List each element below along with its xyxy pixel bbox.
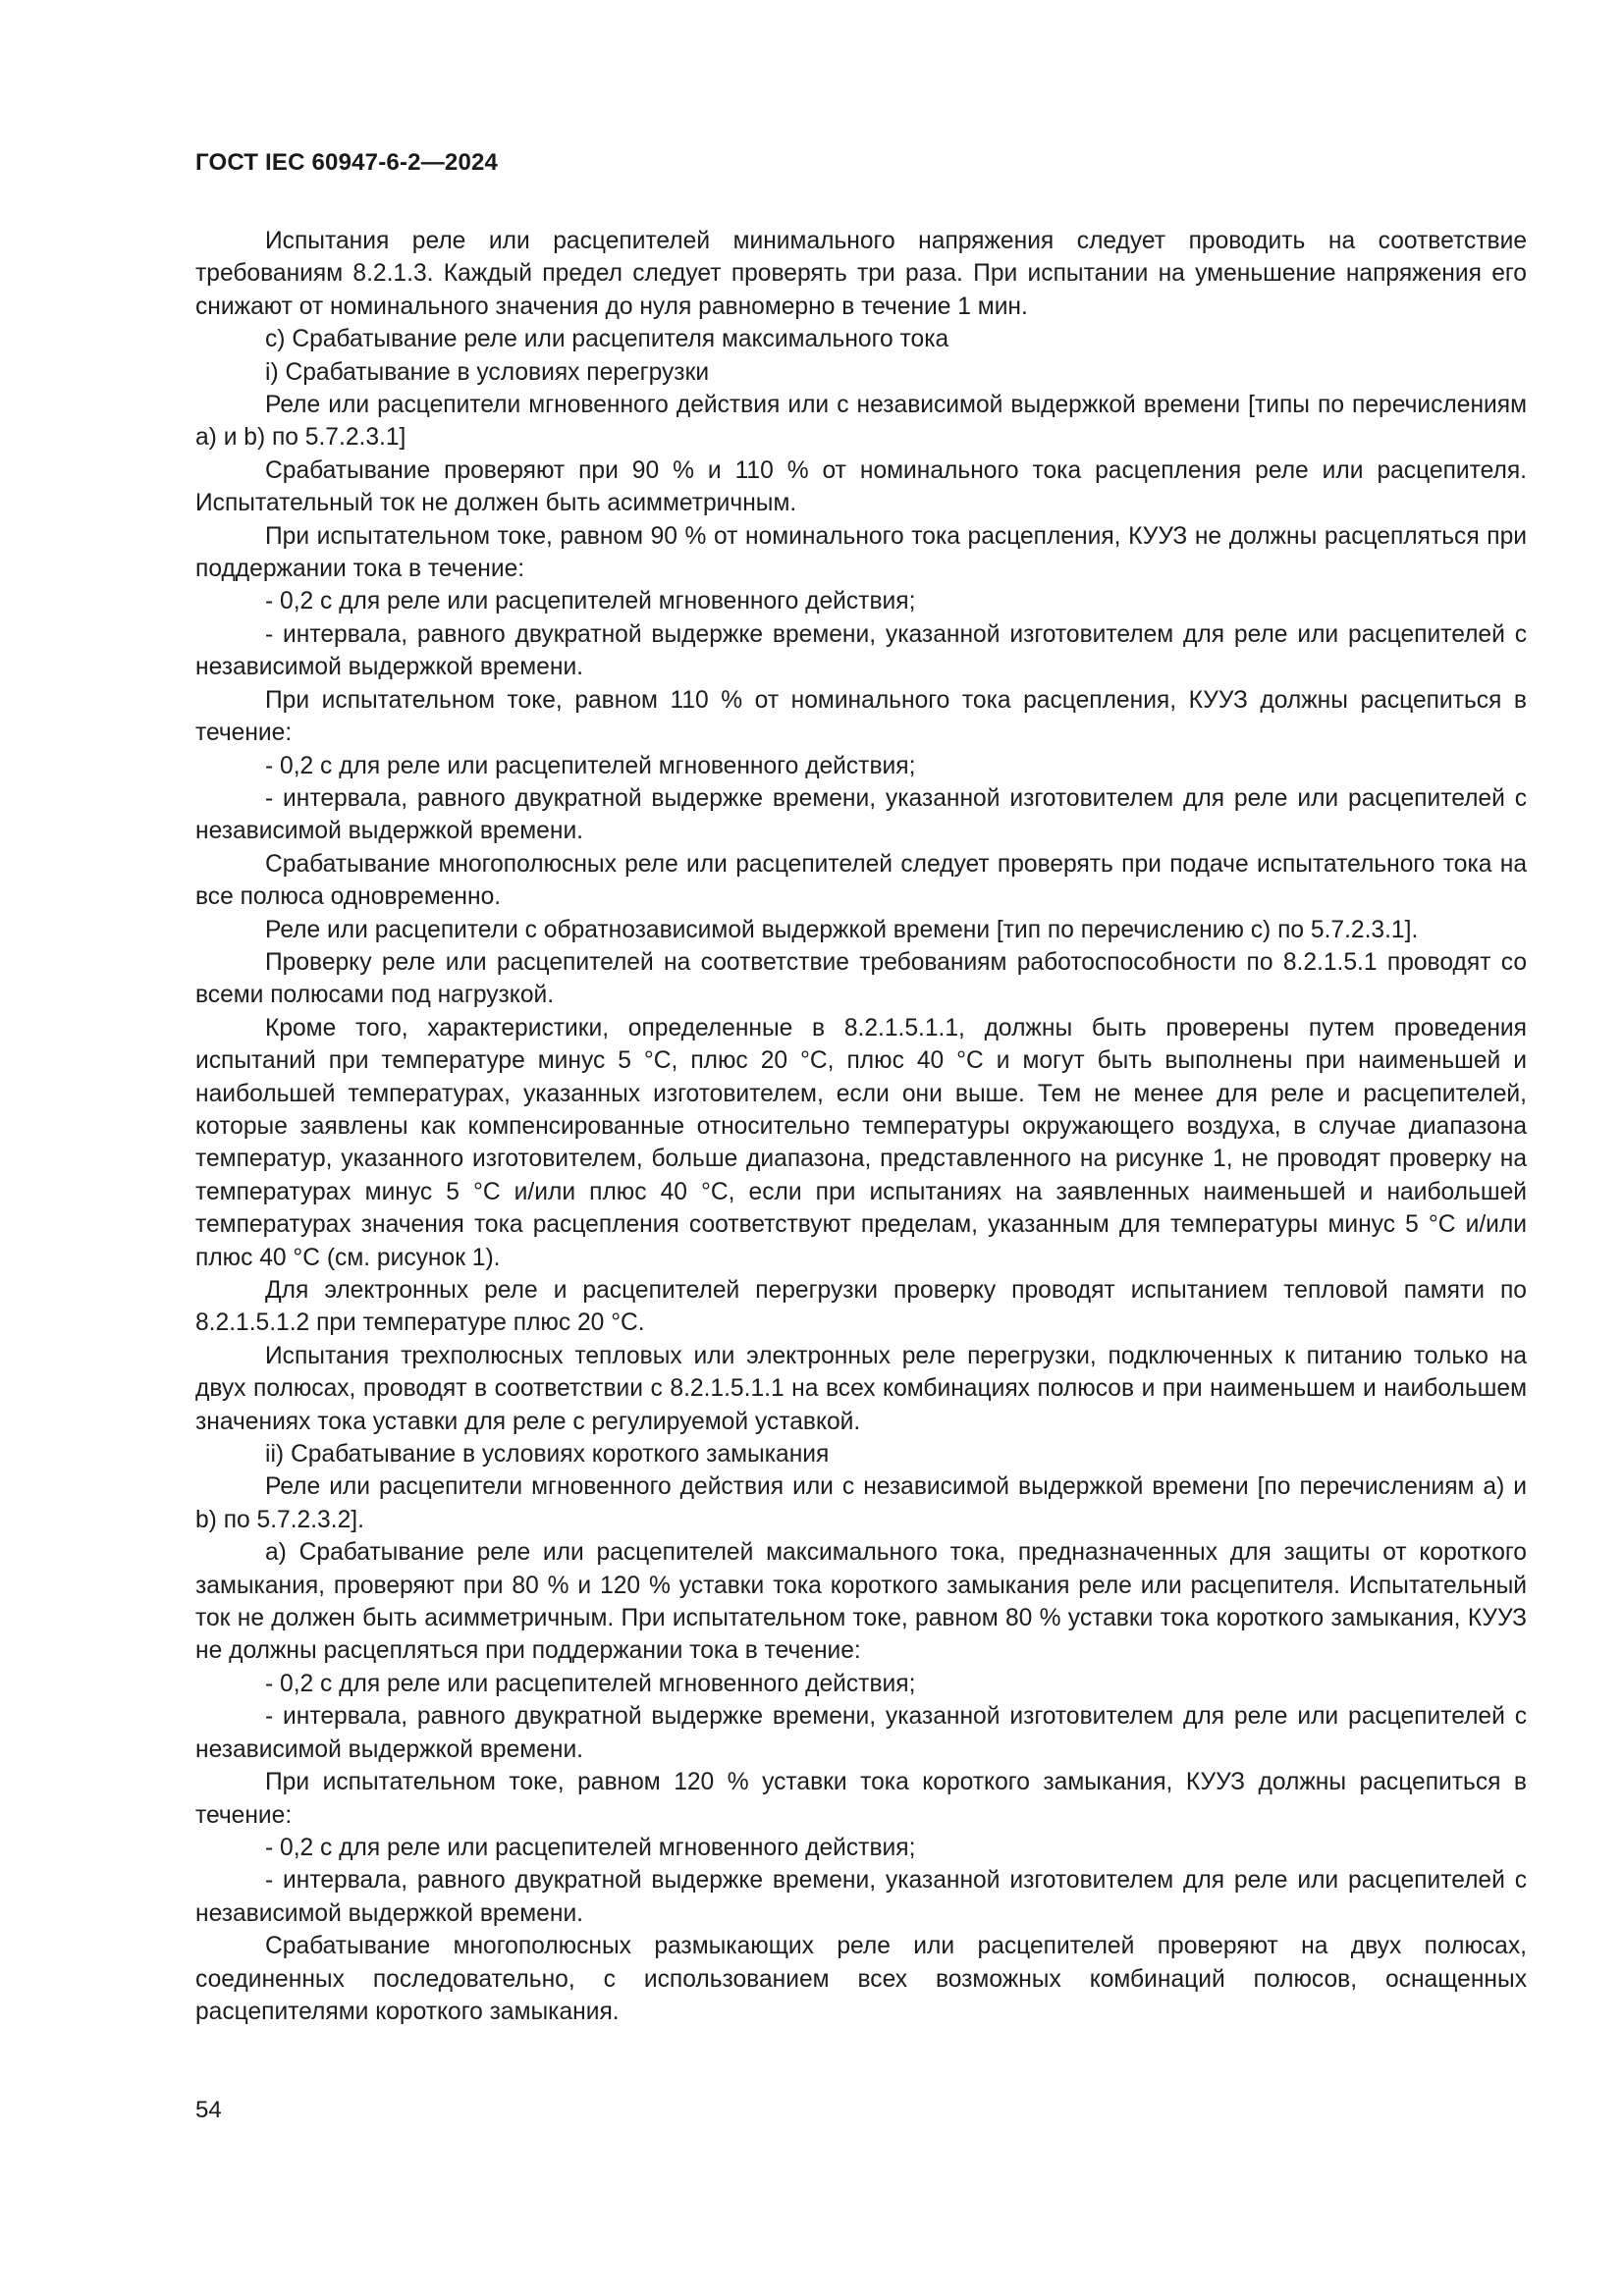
list-item: - 0,2 с для реле или расцепителей мгновенного действия; [265, 1834, 916, 1861]
body-text [195, 225, 1527, 2028]
list-item: - интервала, равного двукратной выдержке времени, указанной изготовителем для реле или расцепителей с независимой выдержкой времени. [195, 784, 1527, 845]
paragraph: i) Срабатывание в условиях перегрузки [265, 358, 710, 386]
list-item: - интервала, равного двукратной выдержке времени, указанной изготовителем для реле или расцепителей с независимой выдержкой времени. [195, 1703, 1527, 1763]
paragraph: Срабатывание многополюсных размыкающих реле или расцепителей проверяют на двух полюсах, соединенных последовательно, с использованием всех возможных комбинаций полюсов, оснащенных расцепителями короткого замыкания. [195, 1933, 1527, 2025]
paragraph: Реле или расцепители мгновенного действия или с независимой выдержкой времени [по перечислениям а) и b) по 5.7.2.3.2]. [195, 1473, 1527, 1533]
list-item: - 0,2 с для реле или расцепителей мгновенного действия; [265, 752, 916, 779]
list-item: - 0,2 с для реле или расцепителей мгновенного действия; [265, 588, 916, 615]
paragraph: ii) Срабатывание в условиях короткого замыкания [265, 1441, 830, 1468]
paragraph: Испытания реле или расцепителей минимального напряжения следует проводить на соответствие требованиям 8.2.1.3. Каждый предел следует проверять три раза. При испытании на уменьшение напряжения его снижают от номинального значения до нуля равномерно в течение 1 мин. [195, 228, 1527, 320]
paragraph: а) Срабатывание реле или расцепителей максимального тока, предназначенных для защиты от короткого замыкания, проверяют при 80 % и 120 % уставки тока короткого замыкания реле или расцепителя. Испытательный ток не должен быть асимметричным. При испытательном токе, равном 80 % уставки тока короткого замыкания, КУУЗ не должны расцепляться при поддержании тока в течение: [195, 1539, 1527, 1665]
paragraph: Реле или расцепители мгновенного действия или с независимой выдержкой времени [типы по перечислениям а) и b) по 5.7.2.3.1] [195, 392, 1527, 452]
list-item: - интервала, равного двукратной выдержке времени, указанной изготовителем для реле или расцепителей с независимой выдержкой времени. [195, 620, 1527, 681]
paragraph: Для электронных реле и расцепителей перегрузки проверку проводят испытанием тепловой памяти по 8.2.1.5.1.2 при температуре плюс 20 °С. [195, 1277, 1527, 1337]
list-item: - интервала, равного двукратной выдержке времени, указанной изготовителем для реле или расцепителей с независимой выдержкой времени. [195, 1867, 1527, 1927]
paragraph: Срабатывание многополюсных реле или расцепителей следует проверять при подаче испытательного тока на все полюса одновременно. [195, 850, 1527, 911]
paragraph: Проверку реле или расцепителей на соответствие требованиям работоспособности по 8.2.1.5.1 проводят со всеми полюсами под нагрузкой. [195, 948, 1527, 1009]
paragraph: с) Срабатывание реле или расцепителя максимального тока [265, 326, 949, 353]
paragraph: Испытания трехполюсных тепловых или электронных реле перегрузки, подключенных к питанию только на двух полюсах, проводят в соответствии с 8.2.1.5.1.1 на всех комбинациях полюсов и при наименьшем и наибольшем значениях тока уставки для реле с регулируемой уставкой. [195, 1342, 1527, 1435]
paragraph: При испытательном токе, равном 90 % от номинального тока расцепления, КУУЗ не должны расцепляться при поддержании тока в течение: [195, 522, 1527, 583]
paragraph: При испытательном токе, равном 120 % уставки тока короткого замыкания, КУУЗ должны расцепиться в течение: [195, 1769, 1527, 1829]
page-number: 54 [195, 2097, 222, 2123]
list-item: - 0,2 с для реле или расцепителей мгновенного действия; [265, 1670, 916, 1697]
paragraph: Реле или расцепители с обратнозависимой выдержкой времени [тип по перечислению с) по 5.7.2.3.1]. [265, 916, 1419, 943]
paragraph: Кроме того, характеристики, определенные в 8.2.1.5.1.1, должны быть проверены путем проведения испытаний при температуре минус 5 °С, плюс 20 °С, плюс 40 °С и могут быть выполнены при наименьшей и наибольшей температурах, указанных изготовителем, если они выше. Тем не менее для реле и расцепителей, которые заявлены как компенсированные относительно температуры окружающего воздуха, в случае диапазона температур, указанного изготовителем, больше диапазона, представленного на рисунке 1, не проводят проверку на температурах минус 5 °С и/или плюс 40 °С, если при испытаниях на заявленных наименьшей и наибольшей температурах значения тока расцепления соответствуют пределам, указанным для температуры минус 5 °С и/или плюс 40 °С (см. рисунок 1). [195, 1014, 1527, 1271]
standard-header: ГОСТ IEC 60947-6-2—2024 [195, 149, 499, 176]
paragraph: При испытательном токе, равном 110 % от номинального тока расцепления, КУУЗ должны расцепиться в течение: [195, 686, 1527, 747]
paragraph: Срабатывание проверяют при 90 % и 110 % от номинального тока расцепления реле или расцепителя. Испытательный ток не должен быть асимметричным. [195, 456, 1527, 517]
